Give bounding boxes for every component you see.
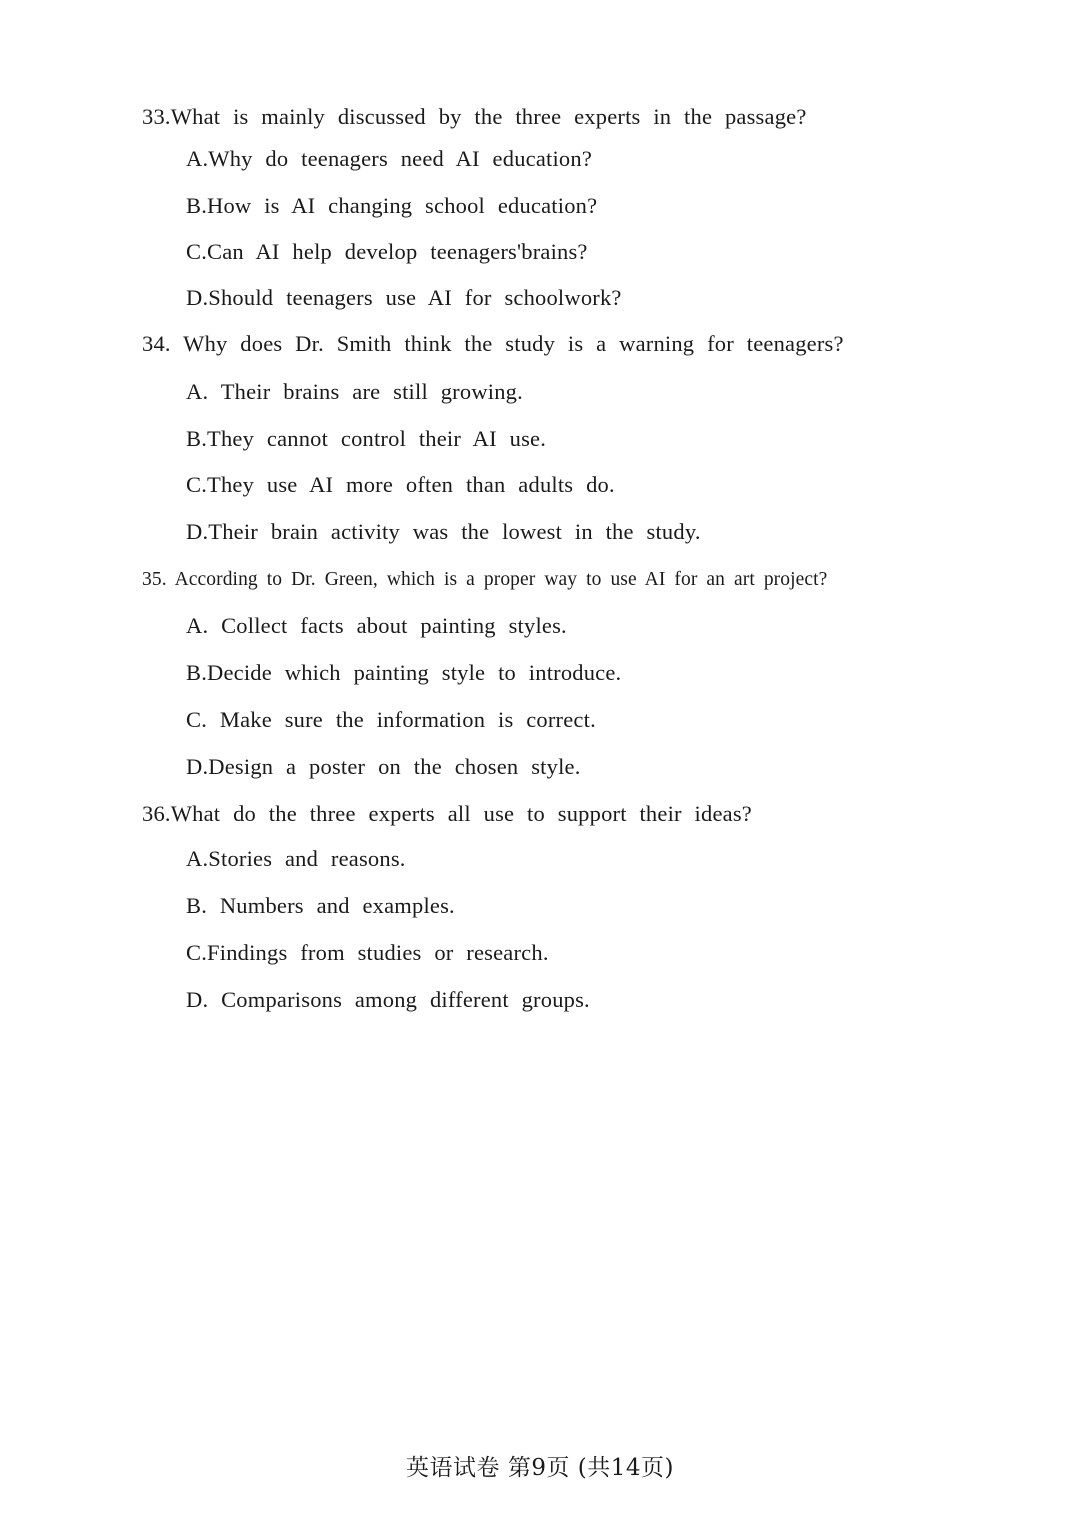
page-footer: 英语试卷 第9页 (共14页) — [406, 1455, 674, 1481]
question-34-stem: 34. Why does Dr. Smith think the study is a warning for teenagers? — [142, 331, 844, 356]
question-36-option-b: B. Numbers and examples. — [186, 893, 455, 918]
question-33-option-d: D.Should teenagers use AI for schoolwork? — [186, 285, 622, 310]
question-35-option-d: D.Design a poster on the chosen style. — [186, 754, 581, 779]
question-33-option-b: B.How is AI changing school education? — [186, 193, 598, 218]
question-36-option-d: D. Comparisons among different groups. — [186, 987, 590, 1012]
question-35-option-c: C. Make sure the information is correct. — [186, 707, 596, 732]
question-35-stem: 35. According to Dr. Green, which is a proper way to use AI for an art project? — [142, 569, 828, 590]
question-34-option-c: C.They use AI more often than adults do. — [186, 472, 615, 497]
question-34-option-d: D.Their brain activity was the lowest in the study. — [186, 519, 701, 544]
question-34-option-a: A. Their brains are still growing. — [186, 379, 523, 404]
question-34-option-b: B.They cannot control their AI use. — [186, 426, 547, 451]
question-36-option-a: A.Stories and reasons. — [186, 846, 406, 871]
question-35-option-b: B.Decide which painting style to introduce. — [186, 660, 622, 685]
question-36-option-c: C.Findings from studies or research. — [186, 940, 549, 965]
question-33-option-a: A.Why do teenagers need AI education? — [186, 146, 593, 171]
question-33-stem: 33.What is mainly discussed by the three experts in the passage? — [142, 104, 807, 129]
question-33-option-c: C.Can AI help develop teenagers'brains? — [186, 239, 588, 264]
question-35-option-a: A. Collect facts about painting styles. — [186, 613, 567, 638]
question-36-stem: 36.What do the three experts all use to support their ideas? — [142, 801, 752, 826]
